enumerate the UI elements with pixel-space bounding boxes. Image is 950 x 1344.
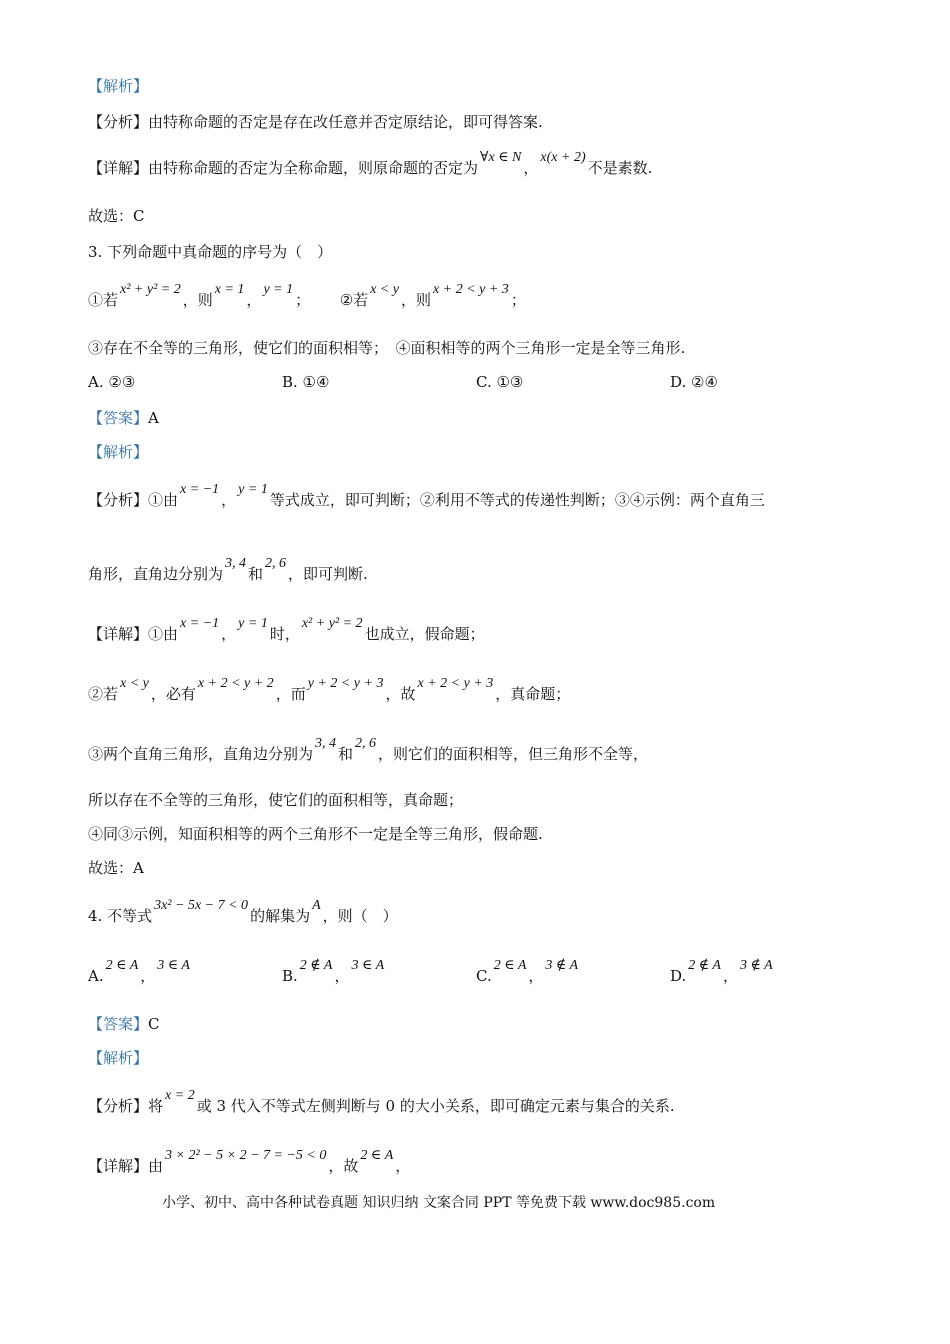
- q2-conclusion: 故选：C: [88, 207, 145, 225]
- q3-statement-1-2: ①若x² + y² = 2，则x = 1，y = 1； ②若x < y，则x + 2 < y + 3；: [88, 282, 526, 309]
- q3-detail-4: ④同③示例，知面积相等的两个三角形不一定是全等三角形，假命题.: [88, 825, 543, 843]
- q3-option-a: A. ②③: [88, 373, 136, 391]
- q3-option-d: D. ②④: [670, 373, 718, 391]
- q3-option-c: C. ①③: [476, 373, 524, 391]
- q2-analysis: 【分析】由特称命题的否定是存在改任意并否定原结论，即可得答案.: [88, 113, 543, 131]
- q3-detail-3: ③两个直角三角形，直角边分别为3, 4和2, 6，则它们的面积相等，但三角形不全等，: [88, 736, 649, 763]
- q4-option-b: B.2 ∉ A，3 ∈ A: [282, 958, 385, 985]
- q4-jiexi: 【解析】: [88, 1049, 149, 1067]
- q4-option-c: C.2 ∈ A，3 ∉ A: [476, 958, 579, 985]
- q2-detail: 【详解】由特称命题的否定为全称命题，则原命题的否定为∀x ∈ N，x(x + 2)不是素数.: [88, 150, 653, 177]
- q3-conclusion: 故选：A: [88, 859, 144, 877]
- q3-stem: 3. 下列命题中真命题的序号为（ ）: [88, 243, 333, 261]
- q3-analysis: 【分析】①由x = −1，y = 1等式成立，即可判断；②利用不等式的传递性判断；③④示例：两个直角三: [88, 482, 765, 509]
- q3-detail-3b: 所以存在不全等的三角形，使它们的面积相等，真命题；: [88, 791, 464, 809]
- q4-detail: 【详解】由3 × 2² − 5 × 2 − 7 = −5 < 0，故2 ∈ A，: [88, 1148, 411, 1175]
- q3-statement-3-4: ③存在不全等的三角形，使它们的面积相等； ④面积相等的两个三角形一定是全等三角形.: [88, 339, 686, 357]
- q4-analysis: 【分析】将x = 2或 3 代入不等式左侧判断与 0 的大小关系，即可确定元素与集合的关系.: [88, 1088, 675, 1115]
- q4-option-a: A.2 ∈ A，3 ∈ A: [88, 958, 190, 985]
- q3-analysis-cont: 角形，直角边分别为3, 4和2, 6，即可判断.: [88, 556, 368, 583]
- q3-option-b: B. ①④: [282, 373, 330, 391]
- q3-answer: 【答案】A: [88, 409, 159, 427]
- q3-jiexi: 【解析】: [88, 443, 149, 461]
- jiexi-heading: 【解析】: [88, 77, 149, 95]
- q3-detail-1: 【详解】①由x = −1，y = 1时，x² + y² = 2也成立，假命题；: [88, 616, 485, 643]
- q4-stem: 4. 不等式3x² − 5x − 7 < 0的解集为A，则（ ）: [88, 898, 398, 925]
- q4-option-d: D.2 ∉ A，3 ∉ A: [670, 958, 773, 985]
- q3-detail-2: ②若x < y，必有x + 2 < y + 2，而y + 2 < y + 3，故x + 2 < y + 3，真命题；: [88, 676, 571, 703]
- page-footer: 小学、初中、高中各种试卷真题 知识归纳 文案合同 PPT 等免费下载 www.doc985.com: [162, 1195, 716, 1211]
- q4-answer: 【答案】C: [88, 1015, 160, 1033]
